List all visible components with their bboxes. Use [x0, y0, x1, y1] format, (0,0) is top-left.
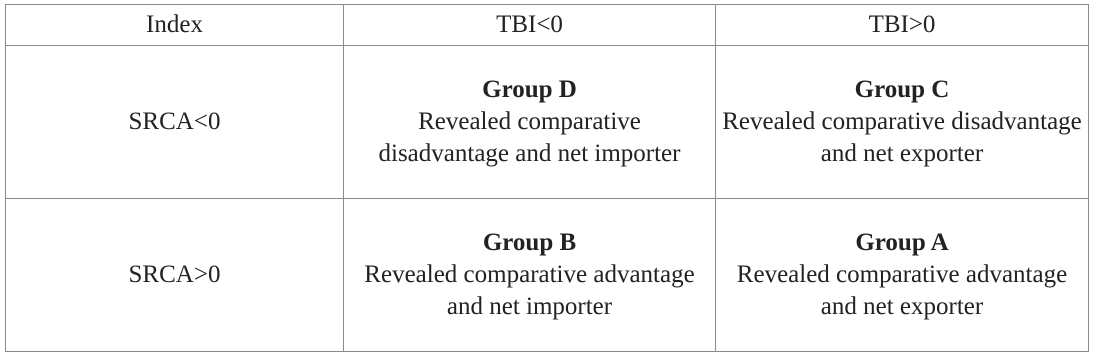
cell-group-b — [344, 199, 716, 352]
cell-group-c — [716, 46, 1089, 199]
group-name: Group D — [482, 76, 577, 103]
cell-group-d — [344, 46, 716, 199]
row-label-srca-positive: SRCA>0 — [6, 199, 344, 352]
group-name: Group A — [855, 229, 949, 256]
header-tbi-negative: TBI<0 — [344, 5, 716, 46]
row-label-srca-negative: SRCA<0 — [6, 46, 344, 199]
group-name: Group C — [854, 76, 950, 103]
table-row — [6, 199, 1089, 352]
cell-group-a — [716, 199, 1089, 352]
group-description: Revealed comparative advantage and net exporter — [736, 261, 1068, 320]
group-description: Revealed comparative disadvantage and net importer — [378, 108, 681, 167]
header-index: Index — [6, 5, 344, 46]
group-name: Group B — [482, 229, 577, 256]
header-tbi-positive: TBI>0 — [716, 5, 1089, 46]
group-description: Revealed comparative advantage and net importer — [364, 261, 695, 320]
table-row — [6, 46, 1089, 199]
classification-table — [5, 4, 1089, 352]
header-row — [6, 5, 1089, 46]
group-description: Revealed comparative disadvantage and net exporter — [722, 108, 1082, 167]
